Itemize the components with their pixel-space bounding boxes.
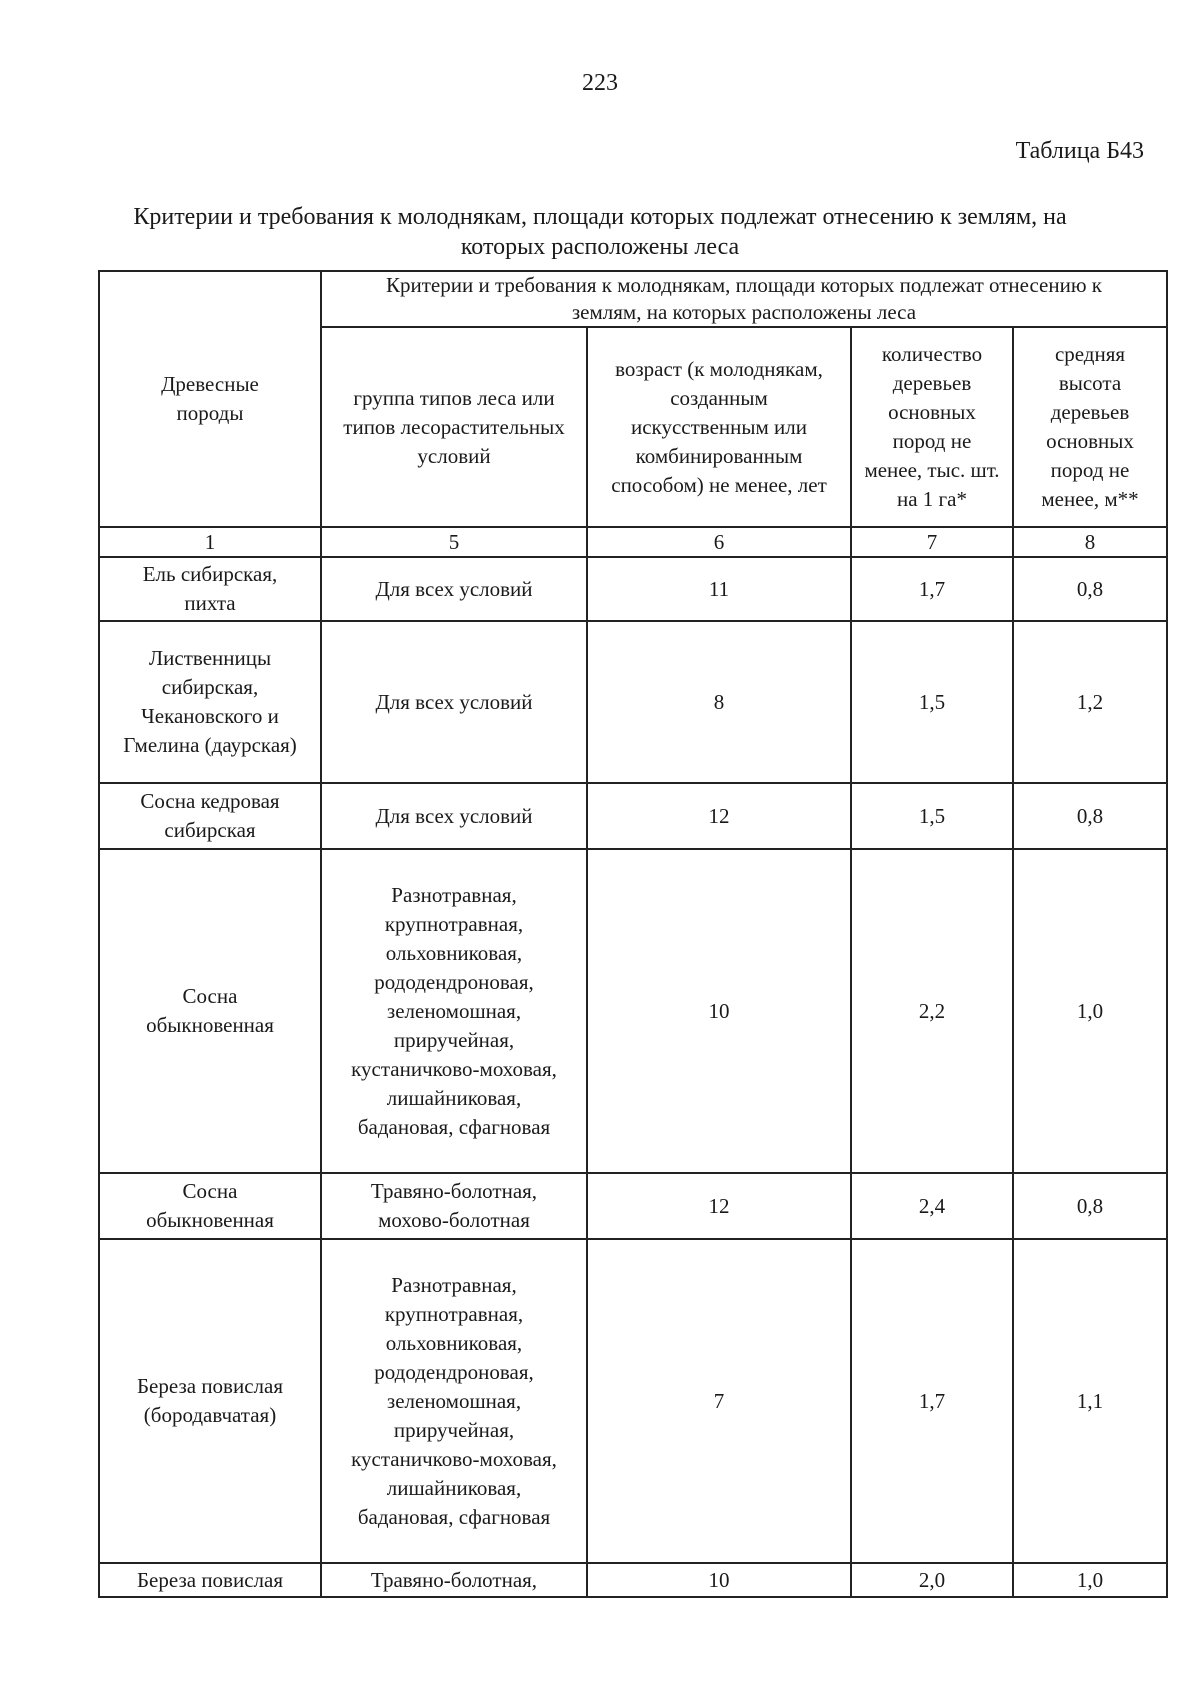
- column-number: 5: [321, 527, 587, 557]
- table-row: [99, 849, 1167, 1173]
- count-cell: 2,0: [851, 1563, 1013, 1597]
- species-cell: Береза повислая (бородавчатая): [99, 1239, 321, 1563]
- forest-type-cell: Травяно-болотная, мохово-болотная: [321, 1173, 587, 1239]
- height-cell: 1,0: [1013, 1563, 1167, 1597]
- species-cell: Лиственницы сибирская, Чекановского и Гмелина (даурская): [99, 621, 321, 783]
- forest-type-cell: Для всех условий: [321, 557, 587, 621]
- header-forest-type: группа типов леса или типов лесорастительных условий: [321, 327, 587, 527]
- table-row: [99, 783, 1167, 849]
- forest-type-cell: Для всех условий: [321, 783, 587, 849]
- count-cell: 1,7: [851, 1239, 1013, 1563]
- table-row: [99, 621, 1167, 783]
- table-row: [99, 1563, 1167, 1597]
- height-cell: 0,8: [1013, 557, 1167, 621]
- table-row: [99, 1173, 1167, 1239]
- column-number: 7: [851, 527, 1013, 557]
- page-number: 223: [582, 70, 618, 96]
- column-number-row: [99, 527, 1167, 557]
- header-criteria-group: Критерии и требования к молоднякам, площади которых подлежат отнесению к землям, на которых расположены леса: [321, 271, 1167, 327]
- count-cell: 1,7: [851, 557, 1013, 621]
- height-cell: 0,8: [1013, 1173, 1167, 1239]
- column-number: 1: [99, 527, 321, 557]
- table-row: [99, 557, 1167, 621]
- species-cell: Сосна кедровая сибирская: [99, 783, 321, 849]
- document-title: Критерии и требования к молоднякам, площади которых подлежат отнесению к землям, на которых расположены леса: [133, 204, 1067, 260]
- age-cell: 11: [587, 557, 851, 621]
- height-cell: 0,8: [1013, 783, 1167, 849]
- header-age: возраст (к молоднякам, созданным искусственным или комбинированным способом) не менее, лет: [587, 327, 851, 527]
- height-cell: 1,0: [1013, 849, 1167, 1173]
- species-cell: Ель сибирская, пихта: [99, 557, 321, 621]
- forest-type-cell: Разнотравная, крупнотравная, ольховниковая, рододендроновая, зеленомошная, приручейная, кустаничково-моховая, лишайниковая, бадановая, сфагновая: [321, 1239, 587, 1563]
- height-cell: 1,2: [1013, 621, 1167, 783]
- species-cell: Береза повислая: [99, 1563, 321, 1597]
- age-cell: 10: [587, 1563, 851, 1597]
- table-row: [99, 1239, 1167, 1563]
- header-avg-height: средняя высота деревьев основных пород не менее, м**: [1013, 327, 1167, 527]
- age-cell: 12: [587, 1173, 851, 1239]
- forest-type-cell: Для всех условий: [321, 621, 587, 783]
- age-cell: 8: [587, 621, 851, 783]
- column-number: 8: [1013, 527, 1167, 557]
- species-cell: Сосна обыкновенная: [99, 1173, 321, 1239]
- header-species: Древесные породы: [99, 271, 321, 527]
- species-cell: Сосна обыкновенная: [99, 849, 321, 1173]
- count-cell: 2,4: [851, 1173, 1013, 1239]
- criteria-table: [98, 270, 1168, 1598]
- forest-type-cell: Травяно-болотная,: [321, 1563, 587, 1597]
- table-label: Таблица Б43: [1015, 138, 1144, 164]
- count-cell: 2,2: [851, 849, 1013, 1173]
- header-tree-count: количество деревьев основных пород не менее, тыс. шт. на 1 га*: [851, 327, 1013, 527]
- count-cell: 1,5: [851, 783, 1013, 849]
- age-cell: 7: [587, 1239, 851, 1563]
- age-cell: 12: [587, 783, 851, 849]
- age-cell: 10: [587, 849, 851, 1173]
- height-cell: 1,1: [1013, 1239, 1167, 1563]
- forest-type-cell: Разнотравная, крупнотравная, ольховниковая, рододендроновая, зеленомошная, приручейная, кустаничково-моховая, лишайниковая, бадановая, сфагновая: [321, 849, 587, 1173]
- count-cell: 1,5: [851, 621, 1013, 783]
- column-number: 6: [587, 527, 851, 557]
